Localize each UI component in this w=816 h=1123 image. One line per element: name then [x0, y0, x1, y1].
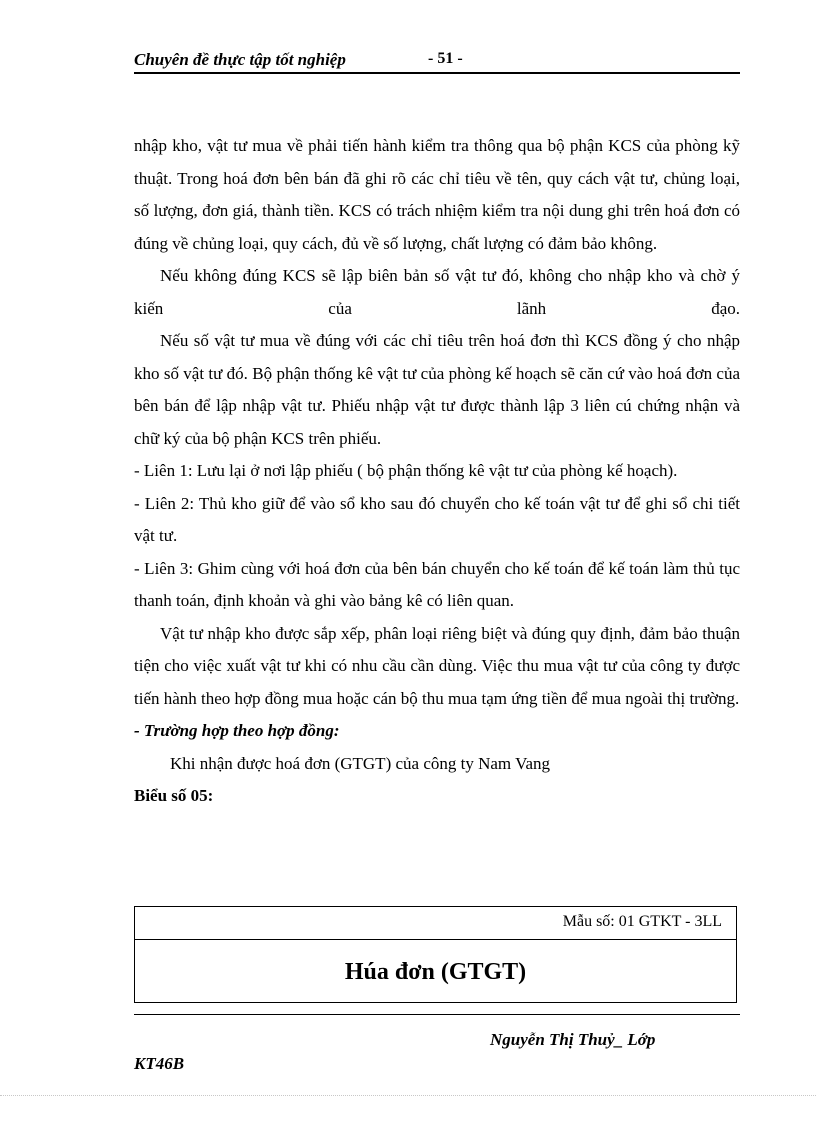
- paragraph: [134, 260, 740, 325]
- list-item: - Liên 2: Thủ kho giữ để vào sổ kho sau đó chuyển cho kế toán vật tư để ghi sổ chi tiết vật tư.: [134, 493, 740, 545]
- paragraph: Nếu số vật tư mua về đúng với các chỉ tiêu trên hoá đơn thì KCS đồng ý cho nhập kho số vật tư đó. Bộ phận thống kê vật tư của phòng kế hoạch sẽ căn cứ vào hoá đơn của bên bán để lập nhập vật tư. Phiếu nhập vật tư được thành lập 3 liên cú chứng nhận và chữ ký của bộ phận KCS trên phiếu.: [134, 331, 740, 448]
- paragraph: nhập kho, vật tư mua về phải tiến hành kiểm tra thông qua bộ phận KCS của phòng kỹ thuật. Trong hoá đơn bên bán đã ghi rõ các chỉ tiêu về tên, quy cách vật tư, chủng loại, số lượng, đơn giá, thành tiền. KCS có trách nhiệm kiểm tra nội dung ghi trên hoá đơn có đúng về chủng loại, quy cách, đủ về số lượng, chất lượng có đảm bảo không.: [134, 136, 740, 253]
- paragraph-text: Nếu không đúng KCS sẽ lập biên bản số vật tư đó, không cho nhập kho và chờ ý kiến của lãnh đạo.: [134, 266, 740, 318]
- page-number: - 51 -: [428, 50, 463, 67]
- footer-author: Nguyễn Thị Thuỷ_ Lớp: [490, 1030, 656, 1049]
- section-title: - Trường hợp theo hợp đồng:: [134, 721, 340, 740]
- invoice-title: Húa đơn (GTGT): [344, 959, 527, 985]
- list-item: - Liên 3: Ghim cùng với hoá đơn của bên bán chuyển cho kế toán để kế toán làm thủ tục thanh toán, định khoản và ghi vào bảng kê có liên quan.: [134, 558, 740, 610]
- footer-divider: [134, 1014, 740, 1015]
- figure-label: Biểu số 05:: [134, 786, 214, 805]
- page-edge: [0, 1095, 816, 1096]
- footer-class: KT46B: [134, 1054, 185, 1073]
- body-text: [134, 130, 740, 813]
- invoice-box: [134, 906, 737, 1003]
- paragraph: Vật tư nhập kho được sắp xếp, phân loại riêng biệt và đúng quy định, đảm bảo thuận tiện cho việc xuất vật tư khi có nhu cầu cần dùng. Việc thu mua vật tư của công ty được tiến hành theo hợp đồng mua hoặc cán bộ thu mua tạm ứng tiền để mua ngoài thị trường.: [134, 623, 740, 708]
- invoice-intro: Khi nhận được hoá đơn (GTGT) của công ty Nam Vang: [170, 753, 551, 773]
- list-item: - Liên 1: Lưu lại ở nơi lập phiếu ( bộ phận thống kê vật tư của phòng kế hoạch).: [134, 461, 678, 480]
- form-number: Mẫu số: 01 GTKT - 3LL: [135, 907, 736, 940]
- page-header: [134, 48, 740, 74]
- document-title: Chuyên đề thực tập tốt nghiệp: [134, 50, 346, 69]
